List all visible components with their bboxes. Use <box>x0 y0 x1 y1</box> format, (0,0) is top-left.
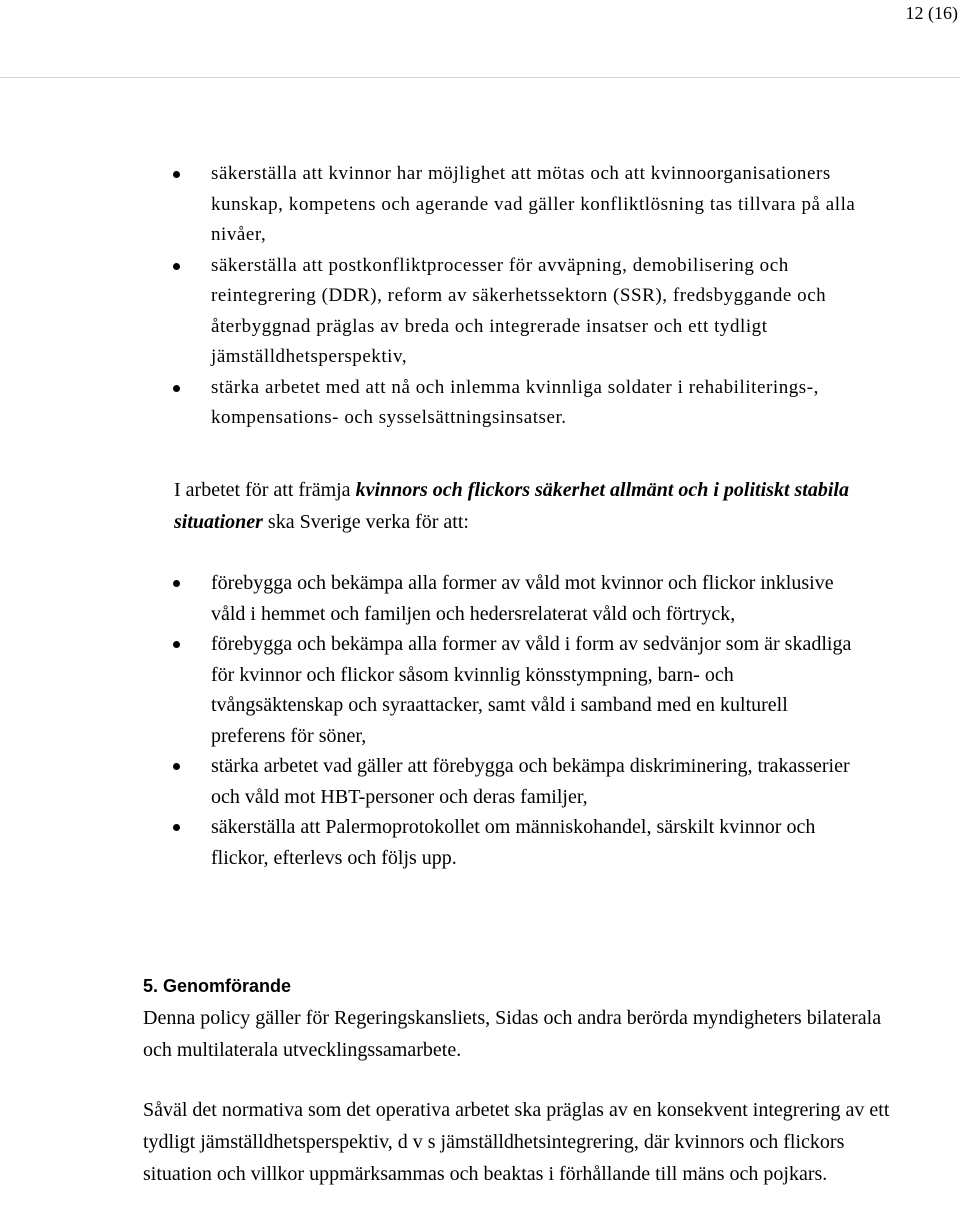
list-item-text: säkerställa att Palermoprotokollet om människohandel, särskilt kvinnor och flickor, efterlevs och följs upp. <box>211 816 816 869</box>
bullet-icon <box>173 641 180 648</box>
list-item <box>0 812 960 873</box>
bullet-icon <box>173 263 180 270</box>
page-number: 12 (16) <box>905 3 958 23</box>
list-item <box>0 629 960 751</box>
intro-paragraph <box>174 474 854 538</box>
intro-text-start: I arbetet för att främja <box>174 479 356 501</box>
bullet-icon <box>173 824 180 831</box>
list-item <box>0 373 960 434</box>
section-paragraph-scope: Denna policy gäller för Regeringskansliets, Sidas och andra berörda myndigheters bilaterala och multilaterala utvecklingssamarbete. <box>143 1007 882 1061</box>
list-item <box>0 251 960 373</box>
list-item <box>0 159 960 251</box>
list-item <box>0 751 960 812</box>
bullet-list-conflict <box>0 159 960 434</box>
list-item-text: säkerställa att kvinnor har möjlighet att mötas och att kvinnoorganisationers kunskap, kompetens och agerande vad gäller konfliktlösning tas tillvara på alla nivåer, <box>211 163 856 245</box>
list-item-text: säkerställa att postkonfliktprocesser för avväpning, demobilisering och reintegrering (DDR), reform av säkerhetssektorn (SSR), fredsbyggande och återbyggnad präglas av breda och integrerade insatser och ett tydligt jämställdhetsperspektiv, <box>211 254 827 367</box>
section-paragraph-integration: Såväl det normativa som det operativa arbetet ska präglas av en konsekvent integrering av ett tydligt jämställdhetsperspektiv, d v s jämställdhetsintegrering, där kvinnors och flickors situation och villkor uppmärksammas och beaktas i förhållande till mäns och pojkars. <box>143 1099 890 1185</box>
list-item <box>0 568 960 629</box>
header-divider <box>0 77 960 78</box>
list-item-text: förebygga och bekämpa alla former av våld mot kvinnor och flickor inklusive våld i hemmet och familjen och hedersrelaterat våld och förtryck, <box>211 572 834 625</box>
bullet-list-safety <box>0 568 960 873</box>
list-item-text: stärka arbetet med att nå och inlemma kvinnliga soldater i rehabiliterings-, kompensations- och sysselsättningsinsatser. <box>211 376 819 428</box>
list-item-text: förebygga och bekämpa alla former av våld i form av sedvänjor som är skadliga för kvinnor och flickor såsom kvinnlig könsstympning, barn- och tvångsäktenskap och syraattacker, samt våld i samband med en kulturell preferens för söner, <box>211 633 852 747</box>
bullet-icon <box>173 171 180 178</box>
bullet-icon <box>173 763 180 770</box>
bullet-icon <box>173 580 180 587</box>
intro-text-end: ska Sverige verka för att: <box>262 511 469 533</box>
bullet-icon <box>173 385 180 392</box>
list-item-text: stärka arbetet vad gäller att förebygga och bekämpa diskriminering, trakasserier och våld mot HBT-personer och deras familjer, <box>211 755 850 808</box>
section-heading: 5. Genomförande <box>143 976 292 996</box>
intro-emphasis: kvinnors och flickors säkerhet allmänt och i politiskt stabila situationer <box>174 479 849 533</box>
